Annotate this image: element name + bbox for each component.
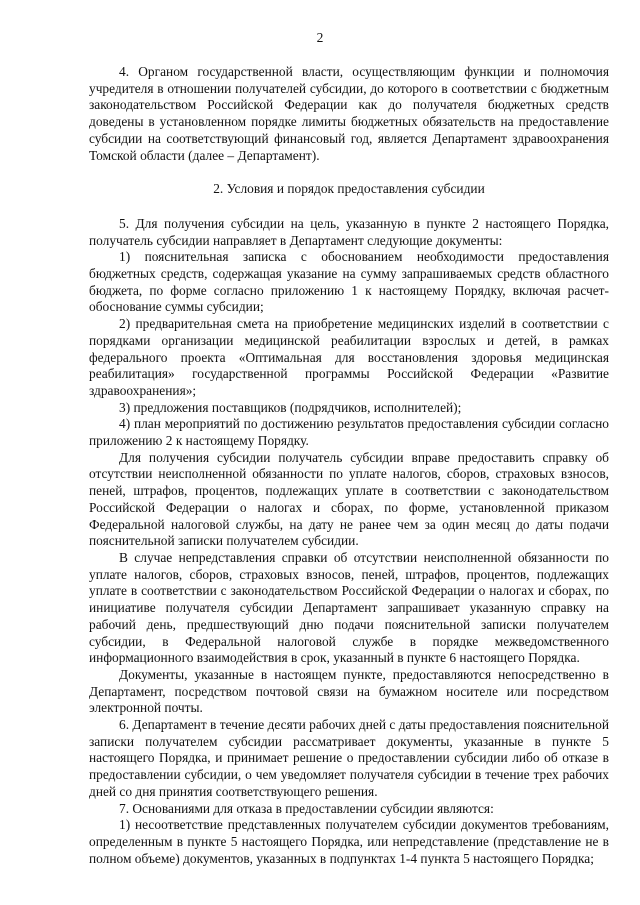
paragraph: 2) предварительная смета на приобретение медицинских изделий в соответствии с порядками организации медицинской реабилитации взрослых и детей, в рамках федерального проекта «Оптимальная для восстановления здоровья медицинская реабилитация» государственной программы Российской Федерации «Развитие здравоохранения»; (89, 316, 609, 398)
paragraph: 5. Для получения субсидии на цель, указанную в пункте 2 настоящего Порядка, получатель субсидии направляет в Департамент следующие документы: (89, 215, 609, 248)
paragraph: 4. Органом государственной власти, осуществляющим функции и полномочия учредителя в отношении получателей субсидии, до которого в соответствии с бюджетным законодательством Российской Федерации как до получателя бюджетных средств доведены в установленном порядке лимиты бюджетных обязательств на предоставление субсидии на соответствующий финансовый год, является Департамент здравоохранения Томской области (далее – Департамент). (89, 64, 609, 163)
paragraph: 7. Основаниями для отказа в предоставлении субсидии являются: (119, 800, 494, 816)
paragraph: Для получения субсидии получатель субсидии вправе предоставить справку об отсутствии неисполненной обязанности по уплате налогов, сборов, страховых взносов, пеней, штрафов, процентов, подлежащих уплате в соответствии с законодательством Российской Федерации о налогах и сборах, по форме, установленной приказом Федеральной налоговой службы, на дату не ранее чем за один месяц до даты подачи пояснительной записки получателем субсидии. (89, 449, 609, 549)
paragraph: 1) несоответствие представленных получателем субсидии документов требованиям, определенным в пункте 5 настоящего Порядка, или непредставление (представление не в полном объеме) документов, указанных в подпунктах 1-4 пункта 5 настоящего Порядка; (89, 817, 609, 866)
paragraph: 6. Департамент в течение десяти рабочих дней с даты предоставления пояснительной записки получателем субсидии рассматривает документы, указанные в пункте 5 настоящего Порядка, и принимает решение о предоставлении субсидии либо об отказе в предоставлении субсидии, о чем уведомляет получателя субсидии в течение трех рабочих дней со дня принятия соответствующего решения. (89, 717, 609, 799)
page-number: 2 (316, 30, 324, 45)
document-body (89, 64, 609, 867)
paragraph: Документы, указанные в настоящем пункте, предоставляются непосредственно в Департамент, посредством почтовой связи на бумажном носителе или посредством электронной почты. (89, 666, 609, 716)
paragraph: В случае непредставления справки об отсутствии неисполненной обязанности по уплате налогов, сборов, страховых взносов, пеней, штрафов, процентов, подлежащих уплате в соответствии с законодательством Российской Федерации о налогах и сборах, по инициативе получателя субсидии Департамент запрашивает указанную справку на рабочий день, предшествующий дню подачи пояснительной записки получателем субсидии, в Федеральной налоговой службе в порядке межведомственного информационного взаимодействия в срок, указанный в пункте 6 настоящего Порядка. (89, 549, 609, 666)
paragraph: 3) предложения поставщиков (подрядчиков, исполнителей); (119, 399, 462, 415)
paragraph: 1) пояснительная записка с обоснованием необходимости предоставления бюджетных средств, содержащая указание на сумму запрашиваемых средств областного бюджета, по форме согласно приложению 1 к настоящему Порядку, включая расчет-обоснование суммы субсидии; (89, 249, 609, 315)
section-heading: 2. Условия и порядок предоставления субсидии (213, 181, 485, 197)
paragraph: 4) план мероприятий по достижению результатов предоставления субсидии согласно приложению 2 к настоящему Порядку. (89, 416, 609, 449)
